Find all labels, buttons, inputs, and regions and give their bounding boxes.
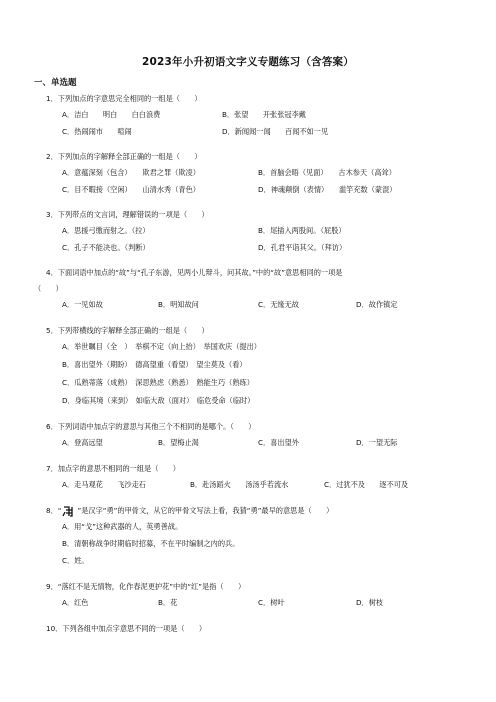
q3-option-c: C．孔子不能决也。（判断） (62, 243, 150, 252)
q2-option-a: A．意蕴深刻（包含） 欺君之罪（欺凌） (62, 168, 200, 177)
q9-option-b: B．花 (158, 598, 178, 607)
q1-option-b: B．张望 开张张冠李戴 (222, 110, 306, 119)
question-9-stem: 9．“落红不是无情物，化作春泥更护花”中的“红”是指（ ） (46, 582, 246, 591)
section-heading: 一、单选题 (34, 78, 77, 88)
q9-option-d: D．树枝 (356, 598, 384, 607)
q8-option-c: C．姓。 (62, 556, 89, 565)
q9-option-c: C．树叶 (258, 598, 285, 607)
q7-option-b: B．赴汤蹈火 汤汤乎若流水 (190, 480, 289, 489)
q7-option-a: A．走马观花 飞沙走石 (62, 480, 146, 489)
q6-option-a: A．登高远望 (62, 438, 103, 447)
q1-option-a: A．洁白 明白 白白浪费 (62, 110, 161, 119)
question-10-stem: 10．下列各组中加点字意思不同的一项是（ ） (46, 624, 207, 633)
q7-option-c: C．过犹不及 逐不可及 (324, 480, 409, 489)
question-5-stem: 5．下列带横线的字解释全部正确的一组是（ ） (46, 326, 209, 335)
q4-option-d: D．故作镇定 (356, 300, 398, 309)
question-1-stem: 1．下列加点的字意思完全相同的一组是（ ） (46, 94, 202, 103)
q4-option-b: B．明知故问 (158, 300, 199, 309)
q4-option-a: A．一见如故 (62, 300, 103, 309)
q3-option-a: A．思援弓缴而射之。（拉） (62, 226, 150, 235)
q1-option-d: D．新闻闻一闻 百闻不如一见 (222, 127, 329, 136)
q9-option-a: A．红色 (62, 598, 89, 607)
q5-option-b: B．喜出望外（期盼） 德高望重（看望） 望尘莫及（看） (62, 360, 247, 369)
question-4-stem-continued: （ ） (34, 284, 63, 293)
page-title: 2023年小升初语文字义专题练习（含答案） (142, 56, 354, 68)
q1-option-c: C．热闹闹市 喧闹 (62, 127, 132, 136)
q2-option-c: C．目不暇接（空闲） 山清水秀（青色） (62, 185, 200, 194)
q5-option-a: A．举世瞩目（全 ） 举棋不定（向上抬） 举国欢庆（提出） (62, 342, 261, 351)
q6-option-b: B．望梅止渴 (158, 438, 199, 447)
q3-option-b: B．尾插入两股间。（屁股） (258, 226, 346, 235)
q3-option-d: D．孔君平诣其父。（拜访） (258, 243, 347, 252)
question-4-stem: 4．下面词语中加点的“故”与“孔子东游，见两小儿辩斗，问其故。”中的“故”意思相同的一项是 (46, 268, 343, 277)
q2-option-d: D．神魂颠倒（表情） 滥竽充数（蒙混） (258, 185, 397, 194)
q6-option-d: D．一望无际 (356, 438, 398, 447)
q8-option-b: B．清朝称战争时期临时招募，不在平时编制之内的兵。 (62, 539, 240, 548)
q8-option-a: A．用“戈”这种武器的人，英勇善战。 (62, 522, 183, 531)
question-8-stem: ”是汉字“勇”的甲骨文，从它的甲骨文写法上看，我猜“勇”最早的意思是（ ） (77, 506, 334, 515)
question-6-stem: 6．下列词语中加点字的意思与其他三个不相同的是哪个。（ ） (46, 422, 256, 431)
question-8-prefix: 8．“ (46, 506, 62, 515)
q5-option-d: D．身临其境（来到） 如临大敌（面对） 临危受命（临时） (62, 396, 255, 405)
q2-option-b: B．首脑会晤（见面） 古木参天（高耸） (258, 168, 396, 177)
question-7-stem: 7．加点字的意思不相同的一组是（ ） (46, 464, 180, 473)
q4-option-c: C．无缘无故 (258, 300, 299, 309)
oracle-bone-yong-icon (61, 507, 77, 516)
question-3-stem: 3．下列带点的文言词，理解错误的一项是（ ） (46, 210, 209, 219)
q5-option-c: C．瓜熟蒂落（成熟） 深思熟虑（熟悉） 熟能生巧（熟练） (62, 378, 254, 387)
question-8-stem-line (46, 505, 333, 516)
q6-option-c: C．喜出望外 (258, 438, 299, 447)
question-2-stem: 2．下列加点的字解释全部正确的一组是（ ） (46, 152, 202, 161)
